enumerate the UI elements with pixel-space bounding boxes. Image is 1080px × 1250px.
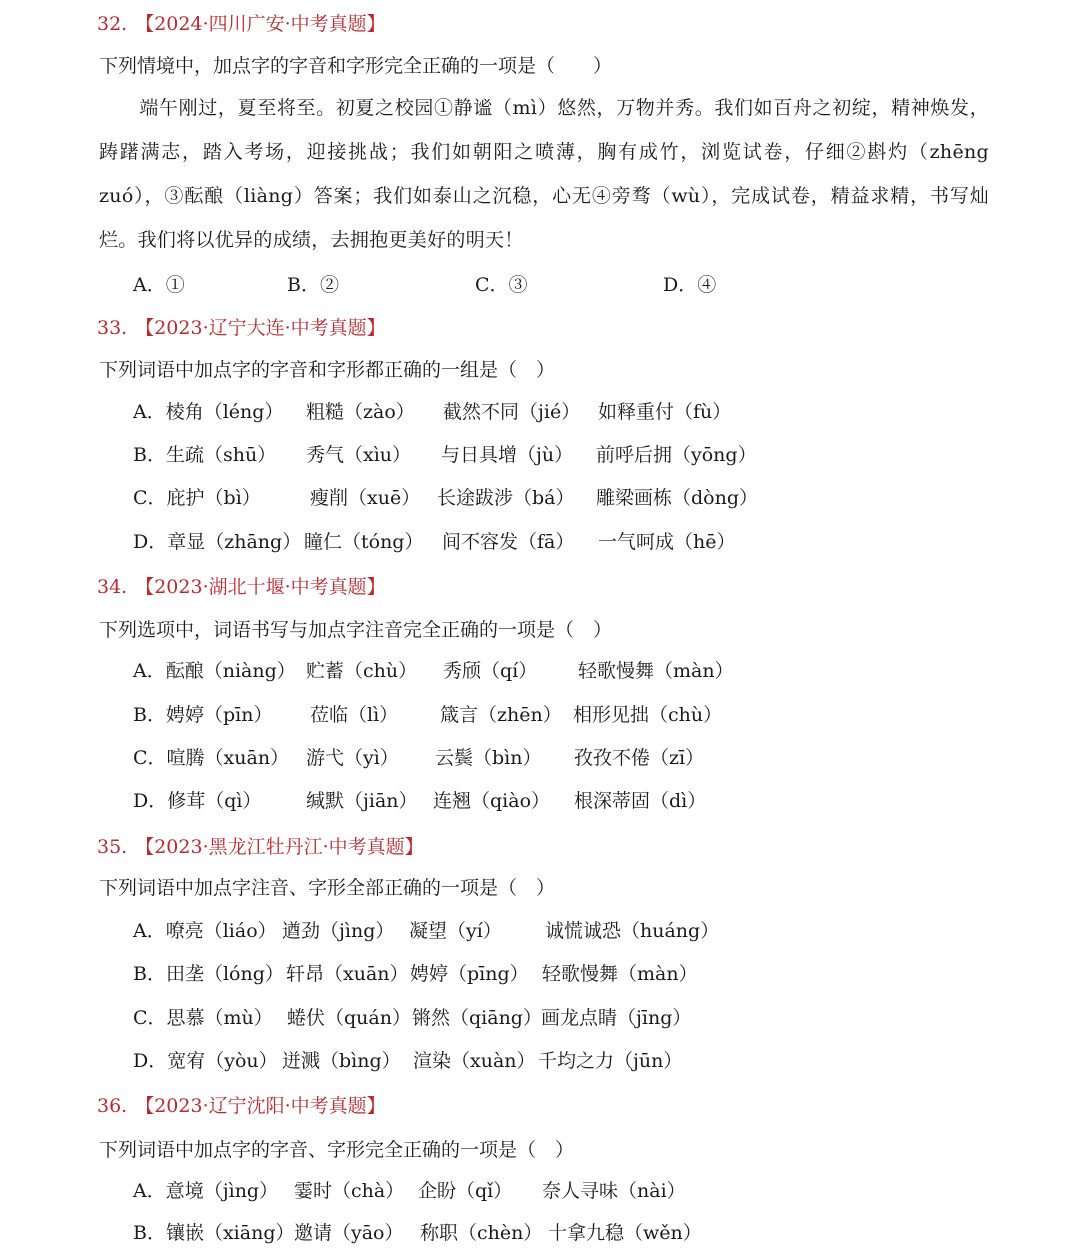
option-c-word-4: 雕梁画栋（dòng）: [596, 487, 759, 509]
option-c-word-1: C．庇护（bì）: [133, 487, 261, 509]
option-c-word-2: 蜷伏（quán）: [287, 1007, 411, 1029]
option-d-word-4: 千均之力（jūn）: [538, 1050, 683, 1072]
option-a-word-1: A．嘹亮（liáo）: [133, 920, 277, 942]
option-d-word-1: D．宽宥（yòu）: [133, 1050, 278, 1072]
question-number: 35.: [97, 836, 128, 858]
option-b-word-3: 称职（chèn）: [420, 1222, 543, 1244]
option-b-word-2: 轩昂（xuān）: [286, 963, 409, 985]
question-33-stem: 下列词语中加点字的字音和字形都正确的一组是（ ）: [99, 359, 556, 381]
question-34-stem: 下列选项中，词语书写与加点字注音完全正确的一项是（ ）: [99, 619, 613, 641]
option-a-word-4: 诚慌诚恐（huáng）: [545, 920, 720, 942]
option-c-word-2: 瘦削（xuē）: [310, 487, 421, 509]
option-c-word-3: 锵然（qiāng）: [412, 1007, 542, 1029]
option-c-word-2: 游弋（yì）: [306, 747, 399, 769]
option-b: B．②: [287, 274, 339, 296]
option-c-word-1: C．思慕（mù）: [133, 1007, 273, 1029]
option-d-word-2: 瞳仁（tóng）: [304, 531, 424, 553]
option-d-word-3: 渲染（xuàn）: [413, 1050, 536, 1072]
question-source: 【2023·辽宁大连·中考真题】: [135, 317, 386, 339]
option-d-word-4: 一气呵成（hē）: [598, 531, 736, 553]
option-d-word-2: 迸溅（bìng）: [282, 1050, 401, 1072]
question-number: 36.: [97, 1095, 128, 1117]
option-b-word-3: 箴言（zhēn）: [440, 704, 562, 726]
question-36-stem: 下列词语中加点字的字音、字形完全正确的一项是（ ）: [99, 1139, 575, 1161]
option-d-word-3: 间不容发（fā）: [442, 531, 575, 553]
option-c-word-1: C．喧腾（xuān）: [133, 747, 290, 769]
option-b-word-2: 邀请（yāo）: [294, 1222, 404, 1244]
option-a-word-3: 截然不同（jié）: [443, 401, 581, 423]
question-source: 【2023·黑龙江牡丹江·中考真题】: [135, 836, 424, 858]
option-c-word-4: 画龙点睛（jīng）: [541, 1007, 692, 1029]
question-35-header: [97, 835, 424, 859]
passage-text: 端午刚过，夏至将至。初夏之校园①静谧（mì）悠然，万物并秀。我们如百舟之初绽，精神焕发，踌躇满志，踏入考场，迎接挑战；我们如朝阳之喷薄，胸有成竹，浏览试卷，仔细②斟灼（zhēng zuó），③酝酿（liàng）答案；我们如泰山之沉稳，心无④旁骛（wù），完成试卷，精益求精，书写灿烂。我们将以优异的成绩，去拥抱更美好的明天！: [99, 97, 989, 251]
option-a-word-2: 霎时（chà）: [294, 1180, 405, 1202]
question-34-header: [97, 575, 386, 599]
option-a-word-3: 凝望（yí）: [409, 920, 502, 942]
option-d-word-3: 连翘（qiào）: [433, 790, 551, 812]
option-a-word-4: 如释重付（fù）: [598, 401, 732, 423]
question-32-stem: 下列情境中，加点字的字音和字形完全正确的一项是（ ）: [99, 55, 613, 77]
question-number: 33.: [97, 317, 128, 339]
question-number: 32.: [97, 13, 128, 35]
question-source: 【2023·湖北十堰·中考真题】: [135, 576, 386, 598]
option-a-word-4: 奈人寻味（nài）: [542, 1180, 686, 1202]
question-36-header: [97, 1094, 386, 1118]
option-a-word-2: 贮蓄（chù）: [306, 660, 418, 682]
option-d: D．④: [663, 274, 717, 296]
option-c-word-3: 云鬓（bìn）: [435, 747, 542, 769]
option-b-word-3: 娉婷（pīng）: [410, 963, 529, 985]
option-a: A．①: [133, 274, 185, 296]
question-33-header: [97, 316, 386, 340]
option-d-word-1: D．章显（zhāng）: [133, 531, 302, 553]
option-a-word-3: 企盼（qǐ）: [418, 1180, 513, 1202]
option-a-word-2: 遒劲（jìng）: [282, 920, 395, 942]
option-b-word-4: 轻歌慢舞（màn）: [542, 963, 698, 985]
option-a-word-1: A．意境（jìng）: [133, 1180, 279, 1202]
option-b-word-1: B．生疏（shū）: [133, 444, 277, 466]
option-c-word-3: 长途跋涉（bá）: [437, 487, 575, 509]
option-b-word-2: 秀气（xìu）: [306, 444, 412, 466]
option-b-word-2: 莅临（lì）: [310, 704, 399, 726]
question-source: 【2023·辽宁沈阳·中考真题】: [135, 1095, 386, 1117]
option-b-word-4: 相形见拙（chù）: [573, 704, 723, 726]
option-b-word-3: 与日具增（jù）: [441, 444, 574, 466]
option-b-word-1: B．田垄（lóng）: [133, 963, 284, 985]
option-a-word-1: A．棱角（léng）: [133, 401, 284, 423]
option-a-word-1: A．酝酿（niàng）: [133, 660, 296, 682]
question-35-stem: 下列词语中加点字注音、字形全部正确的一项是（ ）: [99, 877, 556, 899]
option-b-word-1: B．娉婷（pīn）: [133, 704, 273, 726]
option-b-word-1: B．镶嵌（xiāng）: [133, 1222, 295, 1244]
option-d-word-4: 根深蒂固（dì）: [574, 790, 707, 812]
option-d-word-1: D．修茸（qì）: [133, 790, 262, 812]
question-number: 34.: [97, 576, 128, 598]
option-b-word-4: 前呼后拥（yōng）: [596, 444, 757, 466]
option-d-word-2: 缄默（jiān）: [306, 790, 418, 812]
option-b-word-4: 十拿九稳（wěn）: [548, 1222, 702, 1244]
option-c-word-4: 孜孜不倦（zī）: [574, 747, 705, 769]
question-32-passage: [99, 86, 989, 262]
question-32-header: [97, 12, 386, 36]
option-c: C．③: [475, 274, 528, 296]
question-source: 【2024·四川广安·中考真题】: [135, 13, 386, 35]
option-a-word-4: 轻歌慢舞（màn）: [578, 660, 734, 682]
option-a-word-3: 秀颀（qí）: [443, 660, 538, 682]
option-a-word-2: 粗糙（zào）: [306, 401, 415, 423]
